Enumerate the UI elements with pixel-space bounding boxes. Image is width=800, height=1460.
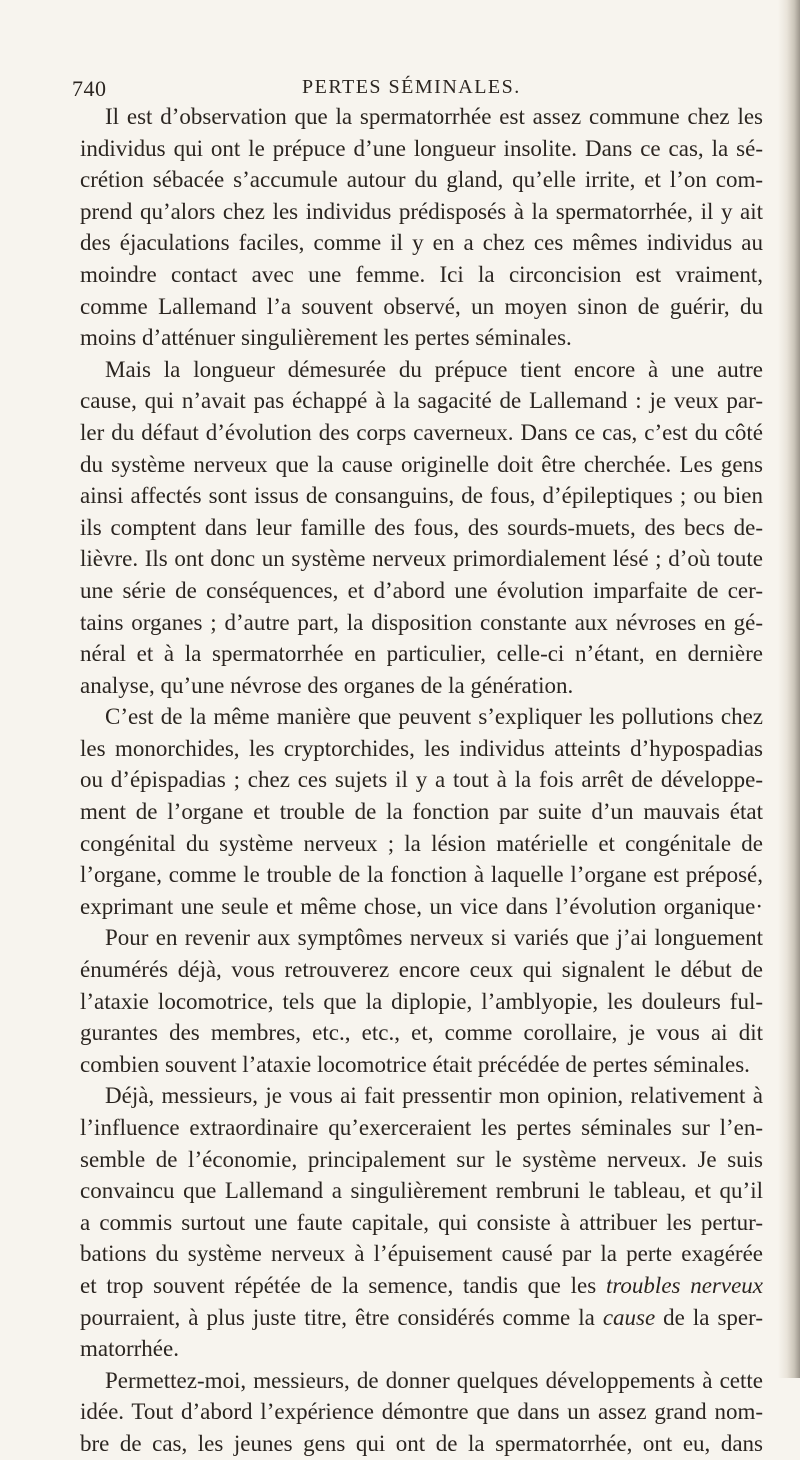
text-line: exprimant une seule et même chose, un vice dans l’évolution organique· [80, 893, 763, 919]
text-line: ment de l’organe et trouble de la fonction par suite d’un mauvais état [80, 799, 763, 825]
paragraph-4 [80, 922, 763, 1080]
text-line: bations du système nerveux à l’épuisement causé par la perte exagérée [80, 1241, 763, 1267]
text-line: matorrhée. [80, 1336, 179, 1362]
text-line: a commis surtout une faute capitale, qui consiste à attribuer les pertur- [80, 1209, 763, 1235]
paragraph-2 [80, 354, 763, 702]
text-line: l’influence extraordinaire qu’exerceraient les pertes séminales sur l’en- [80, 1115, 763, 1140]
text-line [80, 1270, 763, 1302]
text-line: comme Lallemand l’a souvent observé, un moyen sinon de guérir, du [80, 293, 763, 319]
paragraph-5 [80, 1080, 763, 1364]
text-line: les monorchides, les cryptorchides, les individus atteints d’hypospadias [80, 735, 763, 761]
text-line: ainsi affectés sont issus de consanguins, de fous, d’épileptiques ; ou bien [80, 483, 763, 509]
italic-text: troubles nerveux [605, 1272, 764, 1298]
page-edge-shadow [778, 0, 800, 1378]
text-line: moins d’atténuer singulièrement les pertes séminales. [80, 325, 572, 351]
text-line: analyse, qu’une névrose des organes de la génération. [80, 672, 574, 698]
text-line: combien souvent l’ataxie locomotrice était précédée de pertes séminales. [80, 1051, 750, 1077]
text-line: semble de l’économie, principalement sur le système nerveux. Je suis [80, 1146, 763, 1172]
text-line: congénital du système nerveux ; la lésion matérielle et congénitale de [80, 830, 763, 856]
text-line: individus qui ont le prépuce d’une longueur insolite. Dans ce cas, la sé- [80, 135, 763, 161]
text-line: l’ataxie locomotrice, tels que la diplopie, l’amblyopie, les douleurs ful- [80, 988, 763, 1014]
page-number: 740 [72, 76, 107, 101]
text-line: énumérés déjà, vous retrouverez encore ceux qui signalent le début de [80, 957, 763, 983]
text-line: Déjà, messieurs, je vous ai fait pressentir mon opinion, relativement à [105, 1083, 763, 1109]
text-line: Pour en revenir aux symptômes nerveux si variés que j’ai longuement [105, 925, 763, 951]
text-line: ou d’épispadias ; chez ces sujets il y a tout à la fois arrêt de développe- [80, 767, 763, 793]
text-line: bre de cas, les jeunes gens qui ont de la spermatorrhée, ont eu, dans [80, 1430, 763, 1456]
text-line: ils comptent dans leur famille des fous, des sourds-muets, des becs de- [80, 514, 763, 540]
text-line: l’organe, comme le trouble de la fonction à laquelle l’organe est préposé, [80, 862, 763, 888]
paragraph-3 [80, 701, 763, 922]
paragraph-1 [80, 101, 763, 354]
paragraph-6 [80, 1365, 763, 1460]
text-line: des éjaculations faciles, comme il y en a chez ces mêmes individus au [80, 230, 763, 256]
text-line [80, 1302, 763, 1334]
text-line: prend qu’alors chez les individus prédisposés à la spermatorrhée, il y ait [80, 198, 763, 224]
text-line: moindre contact avec une femme. Ici la circoncision est vraiment, [80, 261, 763, 287]
text-line: Il est d’observation que la spermatorrhée est assez commune chez les [105, 104, 763, 129]
running-head [72, 76, 772, 104]
text-line: Permettez-moi, messieurs, de donner quelques développements à cette [105, 1367, 763, 1393]
text-line: cause, qui n’avait pas échappé à la sagacité de Lallemand : je veux par- [80, 388, 763, 414]
text-line: néral et à la spermatorrhée en particulier, celle-ci n’étant, en dernière [80, 641, 763, 667]
text-run: pourraient, à plus juste titre, être considérés comme la [80, 1304, 603, 1330]
body-text [80, 101, 763, 1460]
text-run: et trop souvent répétée de la semence, tandis que les [80, 1272, 606, 1298]
text-line: une série de conséquences, et d’abord une évolution imparfaite de cer- [80, 577, 763, 603]
text-run: de la sper- [655, 1304, 763, 1330]
text-line: C’est de la même manière que peuvent s’expliquer les pollutions chez [105, 704, 763, 730]
running-title: PERTES SÉMINALES. [302, 76, 521, 98]
italic-text: cause [602, 1304, 656, 1330]
text-line: du système nerveux que la cause originelle doit être cherchée. Les gens [80, 451, 763, 477]
text-line: crétion sébacée s’accumule autour du gland, qu’elle irrite, et l’on com- [80, 167, 763, 193]
text-line: Mais la longueur démesurée du prépuce tient encore à une autre [105, 356, 763, 382]
text-line: ler du défaut d’évolution des corps caverneux. Dans ce cas, c’est du côté [80, 419, 763, 445]
text-line: convaincu que Lallemand a singulièrement rembruni le tableau, et qu’il [80, 1178, 763, 1204]
text-line: lièvre. Ils ont donc un système nerveux primordialement lésé ; d’où toute [80, 546, 763, 572]
text-line: gurantes des membres, etc., etc., et, comme corollaire, je vous ai dit [80, 1020, 763, 1046]
text-line: tains organes ; d’autre part, la disposition constante aux névroses en gé- [80, 609, 763, 635]
text-line: idée. Tout d’abord l’expérience démontre que dans un assez grand nom- [80, 1399, 763, 1425]
